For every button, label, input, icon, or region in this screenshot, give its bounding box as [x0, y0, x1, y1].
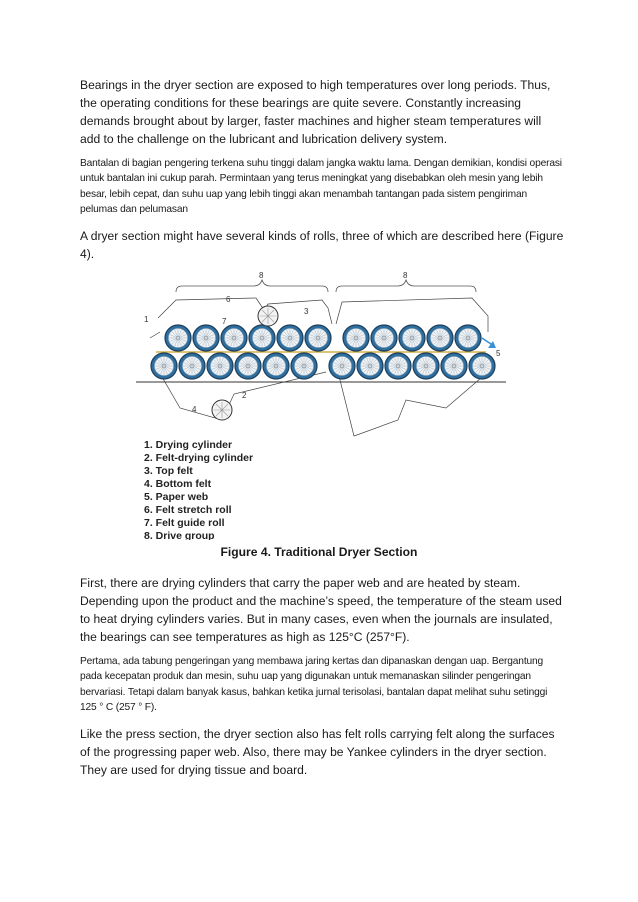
felt-drying-cylinder-bottom — [212, 400, 232, 420]
drive-group-braces — [176, 280, 476, 292]
drying-cylinder — [235, 353, 261, 379]
legend-item: 8. Drive group — [144, 530, 215, 540]
drying-cylinder — [441, 353, 467, 379]
drying-cylinder — [413, 353, 439, 379]
felt-drying-cylinder — [258, 306, 278, 326]
callout-8a: 8 — [259, 271, 264, 280]
callout-2: 2 — [242, 391, 247, 400]
figure-legend — [144, 439, 253, 540]
legend-item: 4. Bottom felt — [144, 478, 212, 490]
callout-7: 7 — [222, 317, 227, 326]
drying-cylinder — [263, 353, 289, 379]
drying-cylinder — [371, 325, 397, 351]
callout-6: 6 — [226, 295, 231, 304]
callout-8b: 8 — [403, 271, 408, 280]
callout-1: 1 — [144, 315, 149, 324]
legend-item: 6. Felt stretch roll — [144, 504, 232, 516]
paragraph-felt-rolls: Like the press section, the dryer section also has felt rolls carrying felt along the surfaces of the progressing paper web. Also, there may be Yankee cylinders in the dryer section. They are used for drying tissue and board. — [80, 727, 555, 777]
drying-cylinder — [221, 325, 247, 351]
drying-cylinder — [207, 353, 233, 379]
paragraph-drying-cylinders-en: First, there are drying cylinders that carry the paper web and are heated by steam. Depending upon the product and the machine’s speed, the temperature of the steam used to heat drying cylinders varies. But in many cases, even when the journals are insulated, the bearings can see temperatures as high as 125°C (257°F). — [80, 576, 562, 644]
legend-item: 1. Drying cylinder — [144, 439, 233, 451]
drying-cylinder — [343, 325, 369, 351]
drying-cylinder — [249, 325, 275, 351]
callout-5: 5 — [496, 349, 501, 358]
drying-cylinder — [469, 353, 495, 379]
legend-item: 5. Paper web — [144, 491, 209, 503]
legend-item: 2. Felt-drying cylinder — [144, 452, 254, 464]
callout-4: 4 — [192, 405, 197, 414]
figure-caption: Figure 4. Traditional Dryer Section — [220, 545, 418, 559]
drying-cylinder — [151, 353, 177, 379]
drying-cylinder — [427, 325, 453, 351]
paragraph-bearings-id: Bantalan di bagian pengering terkena suhu tinggi dalam jangka waktu lama. Dengan demikian, kondisi operasi untuk bantalan ini cukup parah. Permintaan yang terus meningkat yang disebabkan oleh mesin yang lebih besar, lebih cepat, dan suhu uap yang lebih tinggi akan menambah tantangan pada sistem pengiriman pelumas dan pelumasan — [80, 158, 562, 215]
drying-cylinder — [179, 353, 205, 379]
drying-cylinder — [329, 353, 355, 379]
paragraph-bearings-en: Bearings in the dryer section are exposed to high temperatures over long periods. Thus, the operating conditions for these bearings are quite severe. Constantly increasing demands brought about by larger, faster machines and higher steam temperatures will add to the challenge on the lubricant and lubrication delivery system. — [80, 78, 551, 146]
drying-cylinder — [455, 325, 481, 351]
legend-item: 7. Felt guide roll — [144, 517, 225, 529]
drying-cylinder — [305, 325, 331, 351]
drying-cylinder — [399, 325, 425, 351]
drying-cylinder — [291, 353, 317, 379]
callout-3: 3 — [304, 307, 309, 316]
paper-web-arrow — [482, 338, 496, 348]
legend-item: 3. Top felt — [144, 465, 193, 477]
dryer-section-figure — [136, 268, 506, 540]
drying-cylinder — [385, 353, 411, 379]
paragraph-rolls-intro: A dryer section might have several kinds of rolls, three of which are described here (Figure 4). — [80, 229, 564, 261]
paragraph-drying-cylinders-id: Pertama, ada tabung pengeringan yang membawa jaring kertas dan dipanaskan dengan uap. Bergantung pada kecepatan produk dan mesin, suhu uap yang digunakan untuk memanaskan silinder pengeringan bervariasi. Tetapi dalam banyak kasus, bahkan ketika jurnal terisolasi, bantalan dapat melihat suhu setinggi 125 ° C (257 ° F). — [80, 656, 548, 713]
drying-cylinder — [357, 353, 383, 379]
drying-cylinder — [277, 325, 303, 351]
drying-cylinder — [193, 325, 219, 351]
drying-cylinder — [165, 325, 191, 351]
